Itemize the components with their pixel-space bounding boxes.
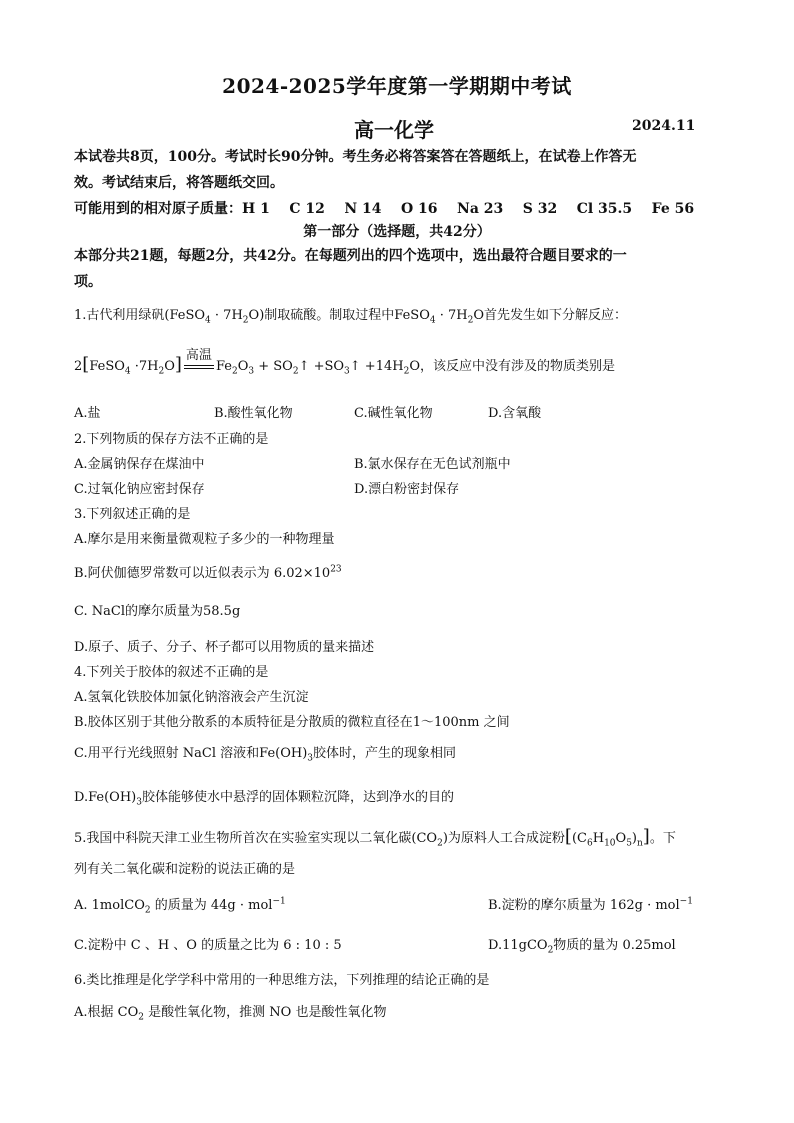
q3-option-b[interactable]: B.阿伏伽德罗常数可以近似表示为 $6.02\times 10^{23}$ bbox=[74, 564, 342, 581]
q5-option-b[interactable]: B.淀粉的摩尔质量为 162g · mol$^{-1}$ bbox=[488, 896, 693, 913]
exam-date: 2024.11 bbox=[632, 118, 696, 134]
q4-option-a[interactable]: A.氢氧化铁胶体加氯化钠溶液会产生沉淀 bbox=[74, 690, 309, 705]
q4-option-c[interactable]: C.用平行光线照射 NaCl 溶液和$Fe(OH)_3$胶体时，产生的现象相同 bbox=[74, 746, 457, 764]
q1-option-c[interactable]: C.碱性氧化物 bbox=[354, 406, 433, 421]
q5-option-d[interactable]: D.11gCO$_2$物质的量为 0.25mol bbox=[488, 938, 676, 956]
q5-option-a[interactable]: A. 1molCO$_2$ 的质量为 44g · mol$^{-1}$ bbox=[74, 896, 286, 916]
reaction-arrow: 高温 bbox=[184, 359, 214, 374]
q1-equation: 2[FeSO$_4$ $\cdot 7H_2O$] 高温 $Fe_2O_3$ + $SO_2↑$ $+SO_3↑ +14H_2O$，该反应中没有涉及的物质类别是 bbox=[74, 348, 615, 377]
part-one-intro bbox=[74, 243, 734, 295]
q1-option-b[interactable]: B.酸性氧化物 bbox=[214, 406, 293, 421]
exam-subject: 高一化学 bbox=[354, 118, 434, 142]
q2-option-b[interactable]: B.氯水保存在无色试剂瓶中 bbox=[354, 457, 511, 472]
q4-option-b[interactable]: B.胶体区别于其他分散系的本质特征是分散质的微粒直径在1～100nm 之间 bbox=[74, 715, 510, 730]
q4-option-d[interactable]: $D.Fe(OH)_3$胶体能够使水中悬浮的固体颗粒沉降，达到净水的目的 bbox=[74, 790, 454, 808]
q2-option-a[interactable]: A.金属钠保存在煤油中 bbox=[74, 457, 205, 472]
q2-option-c[interactable]: C.过氧化钠应密封保存 bbox=[74, 482, 205, 497]
q3-option-c[interactable]: C. NaCl的摩尔质量为58.5g bbox=[74, 604, 241, 619]
exam-title: 2024-2025学年度第一学期期中考试 bbox=[222, 74, 572, 98]
instructions-line-1: 本试卷共8页，100分。考试时长90分钟。考生务必将答案答在答题纸上，在试卷上作答无 bbox=[74, 149, 637, 165]
q2-option-d[interactable]: D.漂白粉密封保存 bbox=[354, 482, 460, 497]
instructions bbox=[74, 144, 734, 222]
q1-stem: 1.古代利用绿矾(FeSO$_4$ · $7H_2O$)制取硫酸。制取过程中FeSO$_4$ · $7H_2O$首先发生如下分解反应： bbox=[74, 308, 628, 326]
q3-option-d[interactable]: D.原子、质子、分子、杯子都可以用物质的量来描述 bbox=[74, 640, 375, 655]
q6-stem: 6.类比推理是化学学科中常用的一种思维方法，下列推理的结论正确的是 bbox=[74, 973, 490, 988]
q1-option-d[interactable]: D.含氧酸 bbox=[488, 406, 542, 421]
q3-stem: 3.下列叙述正确的是 bbox=[74, 507, 191, 522]
part-one-heading: 第一部分（选择题，共42分） bbox=[303, 224, 491, 240]
q2-stem: 2.下列物质的保存方法不正确的是 bbox=[74, 432, 269, 447]
part-one-intro-line-2: 项。 bbox=[74, 274, 102, 290]
q6-option-a[interactable]: A.根据 $CO_2$ 是酸性氧化物，推测 NO 也是酸性氧化物 bbox=[74, 1005, 387, 1023]
instructions-line-2: 效。考试结束后，将答题纸交回。 bbox=[74, 175, 284, 191]
part-one-intro-line-1: 本部分共21题，每题2分，共42分。在每题列出的四个选项中，选出最符合题目要求的一 bbox=[74, 248, 627, 264]
q5-option-c[interactable]: C.淀粉中 C 、H 、O 的质量之比为 6 : 10 : 5 bbox=[74, 938, 342, 953]
q3-option-a[interactable]: A.摩尔是用来衡量微观粒子多少的一种物理量 bbox=[74, 532, 335, 547]
q1-option-a[interactable]: A.盐 bbox=[74, 406, 101, 421]
q5-stem: 5.我国中科院天津工业生物所首次在实验室实现以二氧化碳$(CO_2)$为原料人工合成淀粉$[(C_6H_{10}O_5)_n]$。下 bbox=[74, 826, 676, 849]
q4-stem: 4.下列关于胶体的叙述不正确的是 bbox=[74, 665, 269, 680]
atomic-masses: 可能用到的相对原子质量：H 1 C 12 N 14 O 16 Na 23 S 32 Cl 35.5 Fe 56 bbox=[74, 201, 695, 217]
q5-stem-line-2: 列有关二氧化碳和淀粉的说法正确的是 bbox=[74, 862, 296, 877]
